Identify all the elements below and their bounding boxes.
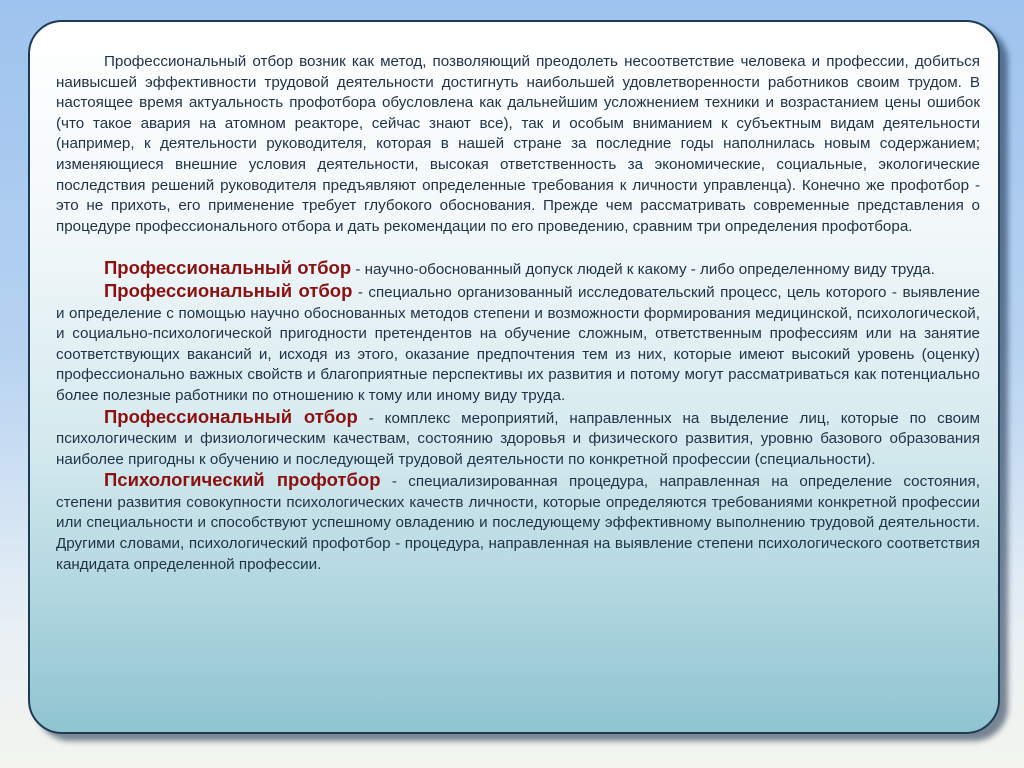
definition-3	[56, 407, 980, 471]
definition-1	[56, 258, 980, 281]
slide-panel	[28, 20, 1000, 734]
definition-4	[56, 470, 980, 575]
definition-text: - специализированная процедура, направленная на определение состояния, степени развития совокупности психологических качеств личности, которые определяются требованиями конкретной профессии или специальности и способствуют успешному овладению и последующему эффективному выполнению трудовой деятельности. Другими словами, психологический профотбор - процедура, направленная на выявление степени психологического соответствия кандидата определенной профессии.	[56, 473, 980, 573]
intro-paragraph: Профессиональный отбор возник как метод, позволяющий преодолеть несоответствие человека и профессии, добиться наивысшей эффективности трудовой деятельности достигнуть наибольшей удовлетворенности работников своим трудом. В настоящее время актуальность профотбора обусловлена как дальнейшим усложнением техники и возрастанием цены ошибок (что такое авария на атомном реакторе, сейчас знают все), так и особым вниманием к субъектным видам деятельности (например, к деятельности руководителя, которая в нашей стране за последние годы наполнилась новым содержанием; изменяющиеся внешние условия деятельности, высокая ответственность за экономические, социальные, экологические последствия решений руководителя предъявляют определенные требования к личности управленца). Конечно же профотбор - это не прихоть, его применение требует глубокого обоснования. Прежде чем рассматривать современные представления о процедуре профессионального отбора и дать рекомендации по его проведению, сравним три определения профотбора.	[56, 53, 980, 235]
paragraph-spacer	[56, 237, 980, 258]
definition-term: Психологический профотбор	[104, 469, 381, 491]
definition-text: - специально организованный исследовательский процесс, цель которого - выявление и определение с помощью научно обоснованных методов степени и возможности формирования медицинской, психологической, и социально-психологической пригодности претендентов на обучение сложным, ответственным профессиям или на занятие соответствующих вакансий и, исходя из этого, оказание предпочтения тем из них, которые имеют высокий уровень (оценку) профессионально важных свойств и благоприятные перспективы их развития и потому могут рассматриваться как потенциально более полезные работники по отношению к тому или иному виду труда.	[56, 283, 980, 404]
definition-text: - научно-обоснованный допуск людей к какому - либо определенному виду труда.	[351, 261, 935, 279]
slide-content	[56, 52, 980, 575]
definition-2	[56, 281, 980, 407]
definition-term: Профессиональный отбор	[104, 257, 352, 279]
definition-term: Профессиональный отбор	[104, 405, 358, 427]
definition-text: - комплекс мероприятий, направленных на выделение лиц, которые по своим психологическим и физиологическим качествам, состоянию здоровья и физического развития, уровню базового образования наиболее пригодны к обучению и последующей трудовой деятельности по конкретной профессии (специальности).	[56, 409, 980, 468]
definition-term: Профессиональный отбор	[104, 279, 353, 301]
